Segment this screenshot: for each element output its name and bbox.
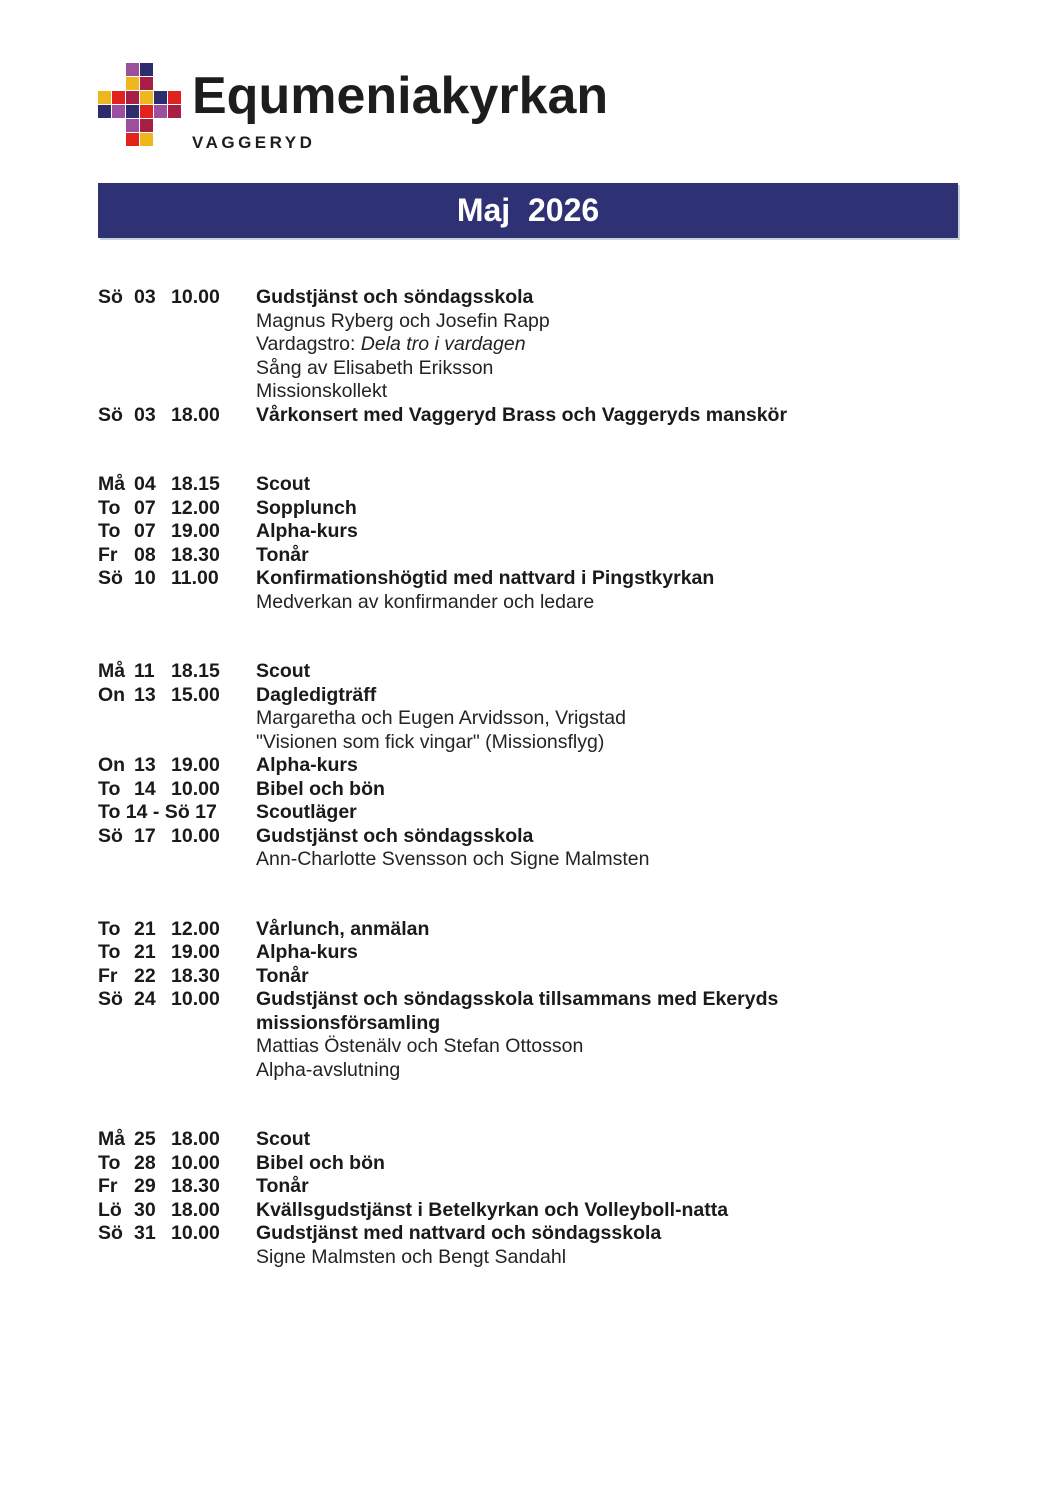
event-title: Tonår — [256, 543, 309, 566]
event-detail — [256, 1035, 958, 1059]
event-daynum: 03 — [134, 286, 156, 308]
event-body — [256, 684, 958, 755]
logo-cross-square — [140, 77, 153, 90]
event-day: Fr — [98, 964, 118, 987]
event-daynum: 08 — [134, 543, 156, 566]
event-daynum: 21 — [134, 917, 156, 940]
logo-cross-square — [140, 105, 153, 118]
logo-cross-empty — [154, 119, 167, 132]
event-title: Scout — [256, 660, 311, 682]
event-row — [98, 825, 958, 872]
event-daynum: 13 — [134, 754, 156, 776]
event-title: Gudstjänst och söndagsskola — [256, 824, 534, 847]
event-row — [98, 918, 958, 942]
logo-cross-empty — [168, 63, 181, 76]
event-detail — [256, 310, 958, 334]
event-body — [256, 1128, 958, 1152]
event-daynum: 04 — [134, 473, 156, 495]
event-when — [98, 754, 256, 778]
event-detail — [256, 731, 958, 755]
event-row — [98, 1175, 958, 1199]
event-title: Dagledigträff — [256, 683, 377, 706]
event-detail-text: Alpha-avslutning — [256, 1058, 401, 1081]
logo-subtitle: VAGGERYD — [192, 133, 316, 152]
event-time: 18.00 — [171, 1198, 220, 1221]
logo-cross-empty — [154, 77, 167, 90]
event-when — [98, 660, 256, 684]
event-time: 12.00 — [171, 917, 220, 940]
event-when — [98, 286, 256, 404]
logo-cross-empty — [98, 133, 111, 146]
event-date-range: To 14 - Sö 17 — [98, 801, 217, 823]
event-time: 18.30 — [171, 543, 220, 566]
event-body — [256, 918, 958, 942]
event-row — [98, 778, 958, 802]
event-row — [98, 286, 958, 404]
event-body — [256, 567, 958, 614]
event-day: Sö — [98, 567, 123, 589]
event-when — [98, 1175, 256, 1199]
event-row — [98, 497, 958, 521]
event-body — [256, 988, 958, 1082]
event-time: 10.00 — [171, 286, 220, 308]
logo-cross-empty — [112, 77, 125, 90]
event-time: 18.30 — [171, 964, 220, 987]
event-row — [98, 684, 958, 755]
event-day: Sö — [98, 286, 123, 308]
month-banner-title: Maj 2026 — [456, 192, 600, 228]
event-title: Bibel och bön — [256, 777, 385, 800]
event-day: Sö — [98, 988, 123, 1010]
event-body — [256, 473, 958, 497]
event-when — [98, 567, 256, 614]
event-detail-text: Sång av Elisabeth Eriksson — [256, 356, 494, 379]
event-title: Tonår — [256, 1175, 309, 1197]
event-when — [98, 1128, 256, 1152]
event-day: Sö — [98, 1222, 123, 1244]
event-daynum: 07 — [134, 520, 156, 542]
event-title: Konfirmationshögtid med nattvard i Pingstkyrkan — [256, 567, 715, 589]
event-title: Sopplunch — [256, 496, 357, 519]
event-title: Gudstjänst och söndagsskola — [256, 286, 534, 308]
logo-cross-empty — [154, 133, 167, 146]
event-day: To — [98, 496, 121, 519]
event-when — [98, 520, 256, 544]
event-day: Sö — [98, 824, 123, 847]
logo-cross-square — [140, 63, 153, 76]
logo-cross-square — [126, 63, 139, 76]
event-when — [98, 825, 256, 872]
event-detail — [256, 380, 958, 404]
event-title: Tonår — [256, 964, 309, 987]
event-title: Gudstjänst med nattvard och söndagsskola — [256, 1222, 662, 1244]
event-time: 15.00 — [171, 683, 220, 706]
logo-title: Equmeniakyrkan — [192, 67, 609, 125]
event-daynum: 25 — [134, 1128, 156, 1150]
event-detail-text: Missionskollekt — [256, 380, 388, 402]
event-detail-text: Medverkan av konfirmander och ledare — [256, 590, 595, 613]
event-time: 10.00 — [171, 824, 220, 847]
logo-cross-empty — [98, 119, 111, 132]
event-day: Lö — [98, 1198, 122, 1221]
event-body — [256, 941, 958, 965]
logo-cross-square — [140, 119, 153, 132]
logo-cross-empty — [98, 77, 111, 90]
event-when — [98, 684, 256, 755]
event-daynum: 14 — [134, 777, 156, 800]
event-daynum: 07 — [134, 496, 156, 519]
schedule-block — [98, 918, 958, 1083]
event-day: Må — [98, 1128, 126, 1150]
month-banner — [98, 183, 958, 238]
event-time: 19.00 — [171, 941, 220, 963]
event-daynum: 31 — [134, 1222, 156, 1244]
logo-cross-square — [126, 119, 139, 132]
event-body — [256, 1199, 958, 1223]
event-daynum: 11 — [134, 660, 155, 682]
event-row — [98, 988, 958, 1082]
event-day: Må — [98, 660, 126, 682]
event-detail — [256, 1246, 958, 1270]
event-body — [256, 965, 958, 989]
event-day: To — [98, 917, 121, 940]
event-detail-text: Signe Malmsten och Bengt Sandahl — [256, 1245, 567, 1268]
event-when — [98, 778, 256, 802]
event-daynum: 10 — [134, 567, 156, 589]
event-body — [256, 404, 958, 428]
logo-cross-empty — [168, 77, 181, 90]
event-title: Alpha-kurs — [256, 941, 358, 963]
event-time: 18.00 — [171, 403, 220, 426]
event-row — [98, 801, 958, 825]
event-day: To — [98, 777, 121, 800]
logo-cross-square — [140, 91, 153, 104]
logo-cross-square — [98, 91, 111, 104]
event-body — [256, 520, 958, 544]
event-body — [256, 1222, 958, 1269]
event-row — [98, 544, 958, 568]
event-when — [98, 1199, 256, 1223]
schedule-block — [98, 286, 958, 427]
logo-cross-empty — [168, 133, 181, 146]
event-when — [98, 404, 256, 428]
logo-cross-empty — [168, 119, 181, 132]
event-row — [98, 1199, 958, 1223]
logo-cross-square — [154, 91, 167, 104]
event-time: 10.00 — [171, 777, 220, 800]
event-row — [98, 1152, 958, 1176]
event-day: To — [98, 941, 121, 963]
event-when — [98, 965, 256, 989]
event-title: Bibel och bön — [256, 1151, 385, 1174]
event-time: 10.00 — [171, 988, 220, 1010]
logo-cross-empty — [112, 63, 125, 76]
event-row — [98, 1128, 958, 1152]
logo-cross-square — [126, 77, 139, 90]
event-daynum: 24 — [134, 988, 156, 1010]
event-detail-text: Ann-Charlotte Svensson och Signe Malmsten — [256, 848, 650, 870]
event-detail-text: Vardagstro: — [256, 333, 361, 355]
logo — [98, 62, 958, 153]
event-detail — [256, 1059, 958, 1083]
event-row — [98, 567, 958, 614]
event-detail-italic: Dela tro i vardagen — [360, 333, 526, 355]
event-title: Vårkonsert med Vaggeryd Brass och Vaggeryds manskör — [256, 403, 788, 426]
event-body — [256, 825, 958, 872]
logo-text — [192, 67, 609, 153]
logo-cross-square — [126, 105, 139, 118]
event-body — [256, 801, 958, 825]
logo-cross-icon — [98, 63, 181, 146]
schedule-block — [98, 660, 958, 872]
event-row — [98, 404, 958, 428]
event-body — [256, 544, 958, 568]
event-body — [256, 1175, 958, 1199]
event-detail-text: Magnus Ryberg och Josefin Rapp — [256, 309, 550, 332]
event-detail — [256, 707, 958, 731]
event-day: Fr — [98, 1175, 118, 1197]
event-title: Alpha-kurs — [256, 754, 358, 776]
event-day: Må — [98, 473, 126, 495]
event-when — [98, 1222, 256, 1269]
event-day: To — [98, 520, 121, 542]
event-row — [98, 1222, 958, 1269]
event-daynum: 17 — [134, 824, 156, 847]
event-day: Fr — [98, 543, 118, 566]
event-when — [98, 988, 256, 1082]
event-row — [98, 754, 958, 778]
event-when — [98, 918, 256, 942]
event-time: 10.00 — [171, 1151, 220, 1174]
event-body — [256, 286, 958, 404]
logo-cross-square — [154, 105, 167, 118]
event-detail-text: Margaretha och Eugen Arvidsson, Vrigstad — [256, 707, 626, 729]
event-daynum: 22 — [134, 964, 156, 987]
logo-cross-square — [126, 133, 139, 146]
event-row — [98, 473, 958, 497]
logo-cross-empty — [112, 119, 125, 132]
event-row — [98, 965, 958, 989]
event-detail — [256, 357, 958, 381]
event-title: Scout — [256, 473, 311, 495]
event-time: 19.00 — [171, 520, 220, 542]
schedule — [98, 286, 958, 1269]
event-day: On — [98, 683, 126, 706]
event-detail-text: Mattias Östenälv och Stefan Ottosson — [256, 1035, 584, 1057]
event-title: Scout — [256, 1128, 311, 1150]
logo-cross-empty — [154, 63, 167, 76]
logo-cross-empty — [112, 133, 125, 146]
event-day: Sö — [98, 403, 123, 426]
event-time: 18.15 — [171, 473, 220, 495]
event-daynum: 03 — [134, 403, 156, 426]
event-title: Gudstjänst och söndagsskola tillsammans med Ekeryds missionsförsamling — [256, 988, 779, 1034]
schedule-block — [98, 473, 958, 614]
event-when — [98, 544, 256, 568]
event-time: 18.30 — [171, 1175, 220, 1197]
event-daynum: 29 — [134, 1175, 156, 1197]
event-detail — [256, 848, 958, 872]
logo-cross-square — [112, 105, 125, 118]
logo-cross-square — [168, 91, 181, 104]
event-detail-text: "Visionen som fick vingar" (Missionsflyg) — [256, 730, 605, 753]
event-when — [98, 497, 256, 521]
event-daynum: 21 — [134, 941, 156, 963]
event-when — [98, 473, 256, 497]
event-body — [256, 754, 958, 778]
event-title: Alpha-kurs — [256, 520, 358, 542]
event-time: 19.00 — [171, 754, 220, 776]
event-daynum: 13 — [134, 683, 156, 706]
logo-cross-square — [98, 105, 111, 118]
event-daynum: 28 — [134, 1151, 156, 1174]
event-detail — [256, 333, 958, 357]
event-time: 18.15 — [171, 660, 220, 682]
event-detail — [256, 591, 958, 615]
event-day: To — [98, 1151, 121, 1174]
logo-cross-square — [112, 91, 125, 104]
schedule-block — [98, 1128, 958, 1269]
logo-cross-square — [140, 133, 153, 146]
event-when — [98, 1152, 256, 1176]
logo-cross-square — [126, 91, 139, 104]
event-time: 11.00 — [171, 567, 219, 589]
event-body — [256, 778, 958, 802]
event-row — [98, 520, 958, 544]
event-body — [256, 1152, 958, 1176]
event-body — [256, 497, 958, 521]
event-time: 10.00 — [171, 1222, 220, 1244]
event-row — [98, 660, 958, 684]
event-day: On — [98, 754, 126, 776]
logo-cross-square — [168, 105, 181, 118]
event-body — [256, 660, 958, 684]
event-row — [98, 941, 958, 965]
event-when — [98, 941, 256, 965]
event-title: Kvällsgudstjänst i Betelkyrkan och Volleyboll-natta — [256, 1198, 729, 1221]
event-daynum: 30 — [134, 1198, 156, 1221]
event-time: 12.00 — [171, 496, 220, 519]
event-title: Vårlunch, anmälan — [256, 917, 430, 940]
event-time: 18.00 — [171, 1128, 220, 1150]
event-title: Scoutläger — [256, 801, 357, 823]
event-when — [98, 801, 256, 825]
logo-cross-empty — [98, 63, 111, 76]
